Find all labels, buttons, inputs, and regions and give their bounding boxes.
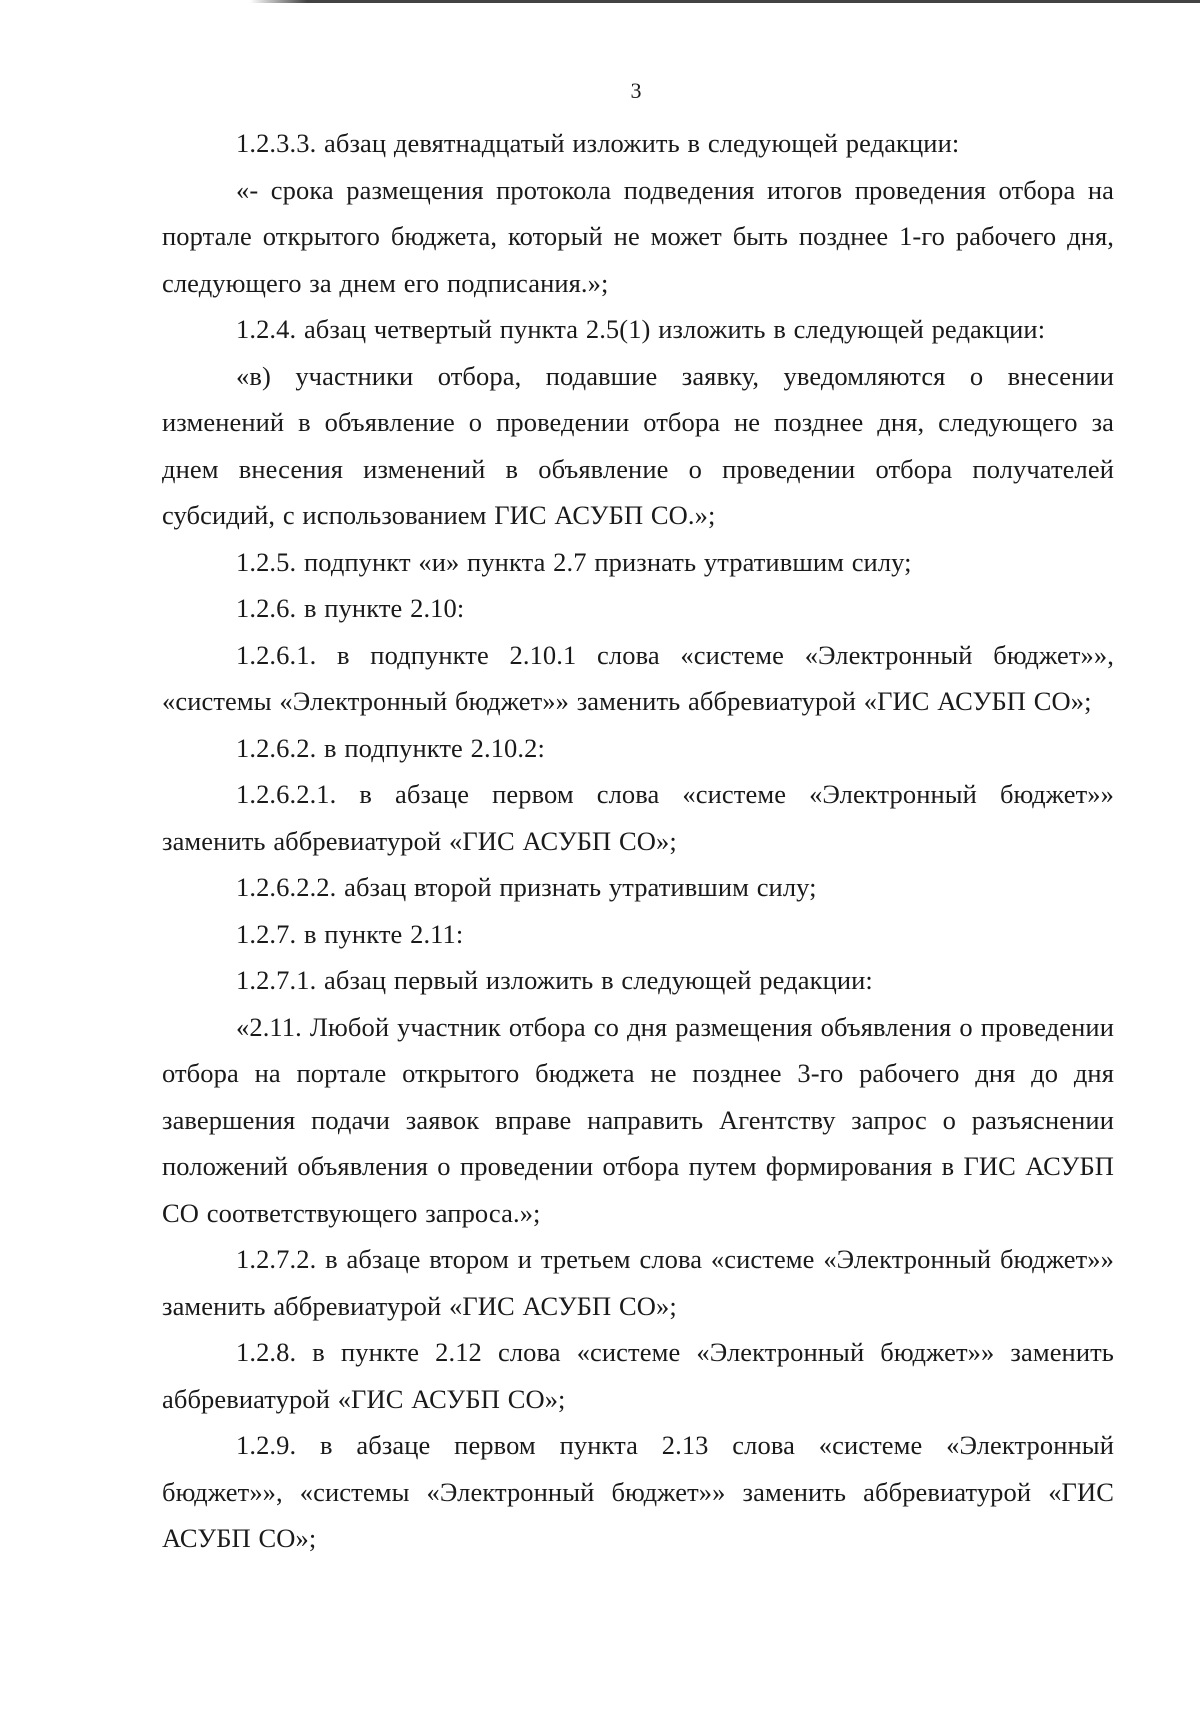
paragraph-1-2-7-2: 1.2.7.2. в абзаце втором и третьем слова «системе «Электронный бюджет»» заменить аббревиатурой «ГИС АСУБП СО»; [162, 1244, 1114, 1321]
paragraph-1-2-3-3: 1.2.3.3. абзац девятнадцатый изложить в следующей редакции: [236, 128, 960, 158]
paragraph-1-2-6-1: 1.2.6.1. в подпункте 2.10.1 слова «системе «Электронный бюджет»», «системы «Электронный бюджет»» заменить аббревиатурой «ГИС АСУБП СО»; [162, 639, 1114, 716]
paragraph-quote-protocol: «- срока размещения протокола подведения итогов проведения отбора на портале открытого бюджета, который не может быть позднее 1-го рабочего дня, следующего за днем его подписания.»; [162, 174, 1114, 298]
paragraph-1-2-4: 1.2.4. абзац четвертый пункта 2.5(1) изложить в следующей редакции: [236, 314, 1046, 344]
document-body [162, 120, 1114, 1562]
paragraph-1-2-7-1: 1.2.7.1. абзац первый изложить в следующей редакции: [236, 965, 873, 995]
paragraph-quote-participants: «в) участники отбора, подавшие заявку, уведомляются о внесении изменений в объявление о проведении отбора не позднее дня, следующего за днем внесения изменений в объявление о проведении отбора получателей субсидий, с использованием ГИС АСУБП СО.»; [162, 360, 1114, 530]
paragraph-1-2-8: 1.2.8. в пункте 2.12 слова «системе «Электронный бюджет»» заменить аббревиатурой «ГИС АСУБП СО»; [162, 1337, 1114, 1414]
paragraph-1-2-7: 1.2.7. в пункте 2.11: [236, 918, 464, 949]
paragraph-quote-2-11: «2.11. Любой участник отбора со дня размещения объявления о проведении отбора на портале открытого бюджета не позднее 3-го рабочего дня до дня завершения подачи заявок вправе направить Агентству запрос о разъяснении положений объявления о проведении отбора путем формирования в ГИС АСУБП СО соответствующего запроса.»; [162, 1011, 1114, 1228]
paragraph-1-2-6: 1.2.6. в пункте 2.10: [236, 593, 465, 623]
paragraph-1-2-6-2-1: 1.2.6.2.1. в абзаце первом слова «системе «Электронный бюджет»» заменить аббревиатурой «ГИС АСУБП СО»; [162, 779, 1114, 856]
paragraph-1-2-5: 1.2.5. подпункт «и» пункта 2.7 признать утратившим силу; [236, 546, 912, 577]
paragraph-1-2-6-2: 1.2.6.2. в подпункте 2.10.2: [236, 732, 545, 763]
paragraph-1-2-6-2-2: 1.2.6.2.2. абзац второй признать утратившим силу; [236, 872, 817, 902]
paragraph-1-2-9: 1.2.9. в абзаце первом пункта 2.13 слова «системе «Электронный бюджет»», «системы «Электронный бюджет»» заменить аббревиатурой «ГИС АСУБП СО»; [162, 1430, 1114, 1553]
page-number: 3 [630, 78, 642, 103]
